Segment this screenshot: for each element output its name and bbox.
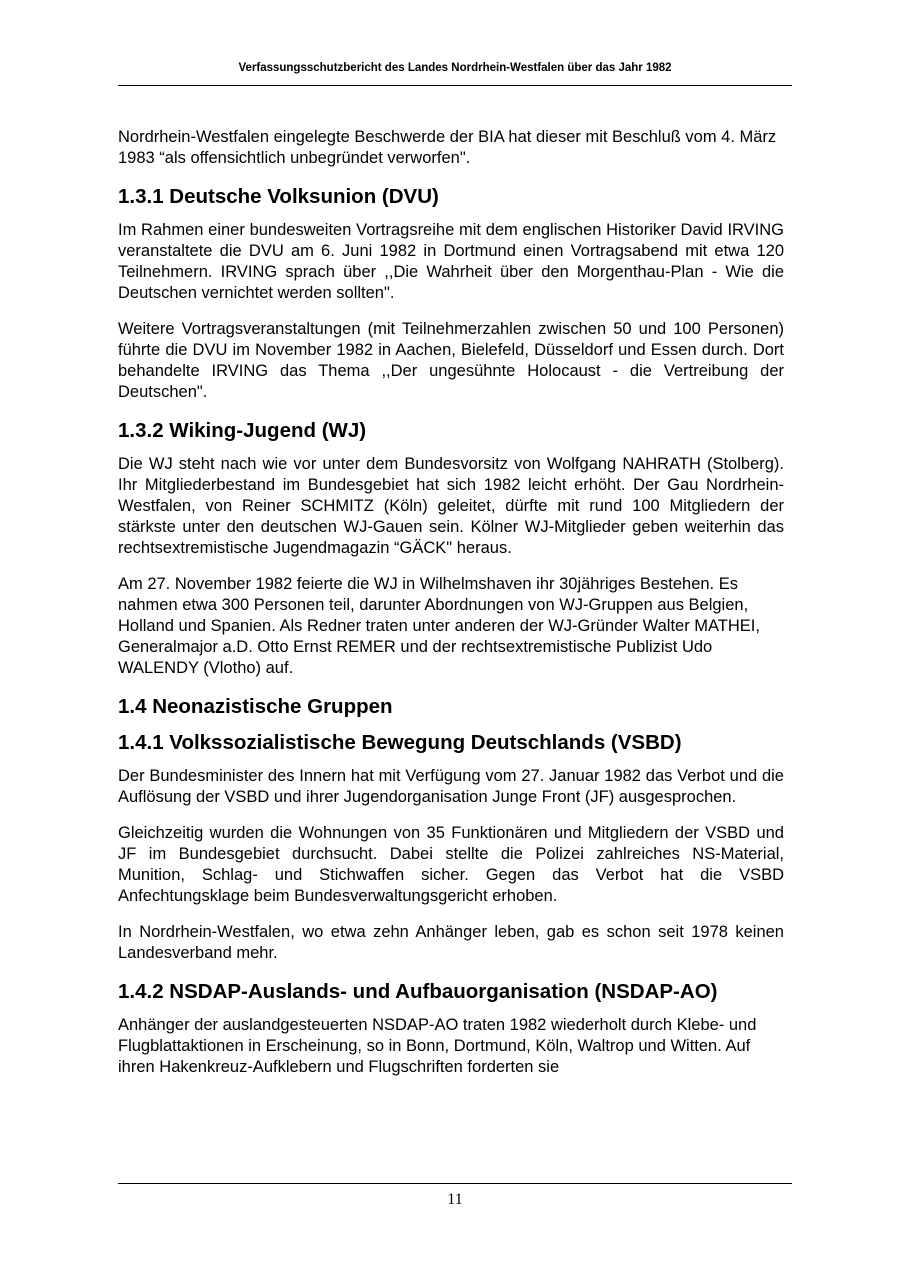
paragraph-dvu-2: Weitere Vortragsveranstaltungen (mit Teilnehmerzahlen zwischen 50 und 100 Personen) führte die DVU im November 1982 in Aachen, Bielefeld, Düsseldorf und Essen durch. Dort behandelte IRVING das Thema ,,Der ungesühnte Holocaust - die Vertreibung der Deutschen".: [118, 320, 784, 401]
heading-1-4-1: 1.4.1 Volkssozialistische Bewegung Deutschlands (VSBD): [118, 731, 682, 754]
header-rule: [118, 85, 792, 86]
paragraph-intro: Nordrhein-Westfalen eingelegte Beschwerde der BIA hat dieser mit Beschluß vom 4. März 1983 “als offensichtlich unbegründet verworfen".: [118, 128, 777, 167]
footer-rule: [118, 1183, 792, 1184]
page-body: [118, 127, 784, 1093]
paragraph-dvu-1: Im Rahmen einer bundesweiten Vortragsreihe mit dem englischen Historiker David IRVING veranstaltete die DVU am 6. Juni 1982 in Dortmund einen Vortragsabend mit etwa 120 Teilnehmern. IRVING sprach über ,,Die Wahrheit über den Morgenthau-Plan - Wie die Deutschen vernichtet werden sollten".: [118, 221, 784, 302]
running-header: Verfassungsschutzbericht des Landes Nordrhein-Westfalen über das Jahr 1982: [238, 62, 672, 74]
paragraph-nsdap-1: Anhänger der auslandgesteuerten NSDAP-AO traten 1982 wiederholt durch Klebe- und Flugblattaktionen in Erscheinung, so in Bonn, Dortmund, Köln, Waltrop und Witten. Auf ihren Hakenkreuz-Aufklebern und Flugschriften forderten sie: [118, 1016, 757, 1076]
heading-1-4: 1.4 Neonazistische Gruppen: [118, 695, 393, 718]
paragraph-vsbd-1: Der Bundesminister des Innern hat mit Verfügung vom 27. Januar 1982 das Verbot und die Auflösung der VSBD und ihrer Jugendorganisation Junge Front (JF) ausgesprochen.: [118, 767, 784, 806]
paragraph-vsbd-2: Gleichzeitig wurden die Wohnungen von 35 Funktionären und Mitgliedern der VSBD und JF im Bundesgebiet durchsucht. Dabei stellte die Polizei zahlreiches NS-Material, Munition, Schlag- und Stichwaffen sicher. Gegen das Verbot hat die VSBD Anfechtungsklage beim Bundesverwaltungsgericht erhoben.: [118, 824, 784, 905]
paragraph-wj-2: Am 27. November 1982 feierte die WJ in Wilhelmshaven ihr 30jähriges Bestehen. Es nahmen etwa 300 Personen teil, darunter Abordnungen von WJ-Gruppen aus Belgien, Holland und Spanien. Als Redner traten unter anderen der WJ-Gründer Walter MATHEI, Generalmajor a.D. Otto Ernst REMER und der rechtsextremistische Publizist Udo WALENDY (Vlotho) auf.: [118, 575, 760, 677]
heading-1-4-2: 1.4.2 NSDAP-Auslands- und Aufbauorganisation (NSDAP-AO): [118, 980, 718, 1003]
heading-1-3-2: 1.3.2 Wiking-Jugend (WJ): [118, 419, 367, 442]
page-number: 11: [447, 1191, 463, 1208]
paragraph-wj-1: Die WJ steht nach wie vor unter dem Bundesvorsitz von Wolfgang NAHRATH (Stolberg). Ihr Mitgliederbestand im Bundesgebiet hat sich 1982 leicht erhöht. Der Gau Nordrhein-Westfalen, von Reiner SCHMITZ (Köln) geleitet, dürfte mit rund 100 Mitgliedern der stärkste unter den deutschen WJ-Gauen sein. Kölner WJ-Mitglieder geben weiterhin das rechtsextremistische Jugendmagazin “GÄCK" heraus.: [118, 455, 784, 557]
paragraph-vsbd-3: In Nordrhein-Westfalen, wo etwa zehn Anhänger leben, gab es schon seit 1978 keinen Landesverband mehr.: [118, 923, 784, 962]
heading-1-3-1: 1.3.1 Deutsche Volksunion (DVU): [118, 185, 439, 208]
